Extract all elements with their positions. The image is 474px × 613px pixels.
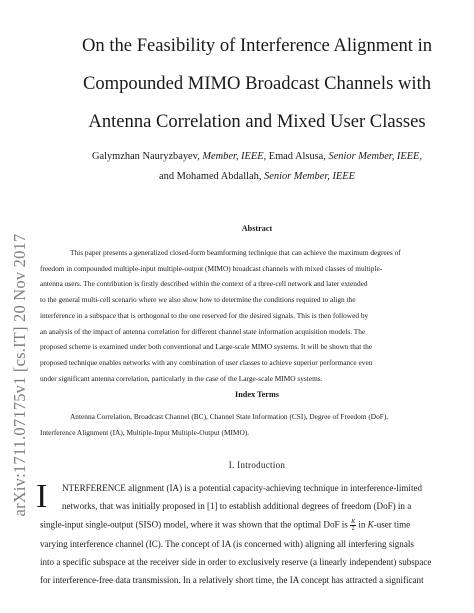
abstract-heading: Abstract	[241, 224, 273, 233]
abstract-line: antenna users. The contribution is firstly described within the context of a three-cell network and later extended	[40, 279, 368, 289]
paper-title-line-1: On the Feasibility of Interference Alignment in	[81, 35, 433, 56]
index-terms-line: Interference Alignment (IA), Multiple-Input Multiple-Output (MIMO).	[40, 427, 250, 437]
index-terms-body	[40, 409, 450, 440]
drop-cap-letter: I	[36, 478, 48, 515]
author-line-1	[40, 151, 474, 162]
math-symbol-k: K	[367, 519, 374, 530]
abstract-line: an analysis of the impact of antenna correlation for different channel state information acquisition models. The	[40, 326, 366, 336]
paper-title-line-2: Compounded MIMO Broadcast Channels with	[82, 73, 432, 94]
intro-line-6: for interference-free data transmission. In a relatively short time, the IA concept has attracted a significant	[40, 575, 424, 585]
abstract-line: to the general multi-cell scenario where we also show how to determine the conditions required to align the	[40, 295, 356, 305]
abstract-line: proposed scheme is examined under both conventional and Large-scale MIMO systems. It will be shown that the	[40, 342, 373, 352]
index-terms-heading: Index Terms	[235, 390, 279, 399]
author-membership: Member, IEEE,	[202, 151, 267, 162]
intro-line-5: into a specific subspace at the receiver side in order to exclusively reserve (a linearly independent) subspace	[40, 557, 432, 567]
arxiv-identifier: arXiv:1711.07175v1 [cs.IT] 20 Nov 2017	[10, 233, 29, 517]
abstract-line: proposed technique enables networks with any combination of user classes to achieve superior performance even	[40, 357, 373, 367]
intro-line-3-text: single-input single-output (SISO) model, where it was shown that the optimal DoF is	[40, 519, 351, 530]
intro-line-1: NTERFERENCE alignment (IA) is a potential capacity-achieving technique in interference-limited	[62, 483, 422, 493]
intro-line-3	[40, 519, 410, 532]
author-name: and Mohamed Abdallah,	[159, 171, 265, 182]
abstract-line: This paper presents a generalized closed-form beamforming technique that can achieve the maximum degrees of	[70, 248, 401, 257]
author-line-2	[40, 171, 474, 182]
abstract-line: freedom in compounded multiple-input multiple-output (MIMO) broadcast channels with mixed classes of multiple-	[40, 263, 383, 273]
author-name: Emad Alsusa,	[266, 151, 329, 162]
section-heading-introduction: I. Introduction	[228, 460, 286, 470]
intro-line-2: networks, that was initially proposed in [1] to establish additional degrees of freedom (DoF) in a	[62, 501, 412, 511]
abstract-body	[40, 245, 450, 386]
intro-line-3-text: -user time	[373, 519, 411, 530]
intro-line-4: varying interference channel (IC). The concept of IA (is concerned with) aligning all interfering signals	[40, 539, 414, 549]
arxiv-sidebar-stamp	[6, 160, 34, 590]
author-membership: Senior Member, IEEE	[264, 171, 355, 182]
index-terms-line: Antenna Correlation, Broadcast Channel (BC), Channel State Information (CSI), Degree of Freedom (DoF),	[70, 412, 389, 421]
fraction-numerator: K	[351, 519, 356, 525]
author-name: Galymzhan Nauryzbayev,	[91, 151, 203, 162]
fraction-denominator: 2	[351, 526, 355, 532]
intro-line-3-text: in	[356, 519, 368, 530]
paper-title-line-3: Antenna Correlation and Mixed User Classes	[88, 111, 426, 132]
author-membership: Senior Member, IEEE,	[328, 151, 422, 162]
abstract-line: interference in a subspace that is orthogonal to the one reserved for the desired signals. This is then followed by	[40, 310, 369, 320]
abstract-line: under significant antenna correlation, particularly in the case of the Large-scale MIMO systems.	[40, 373, 323, 383]
